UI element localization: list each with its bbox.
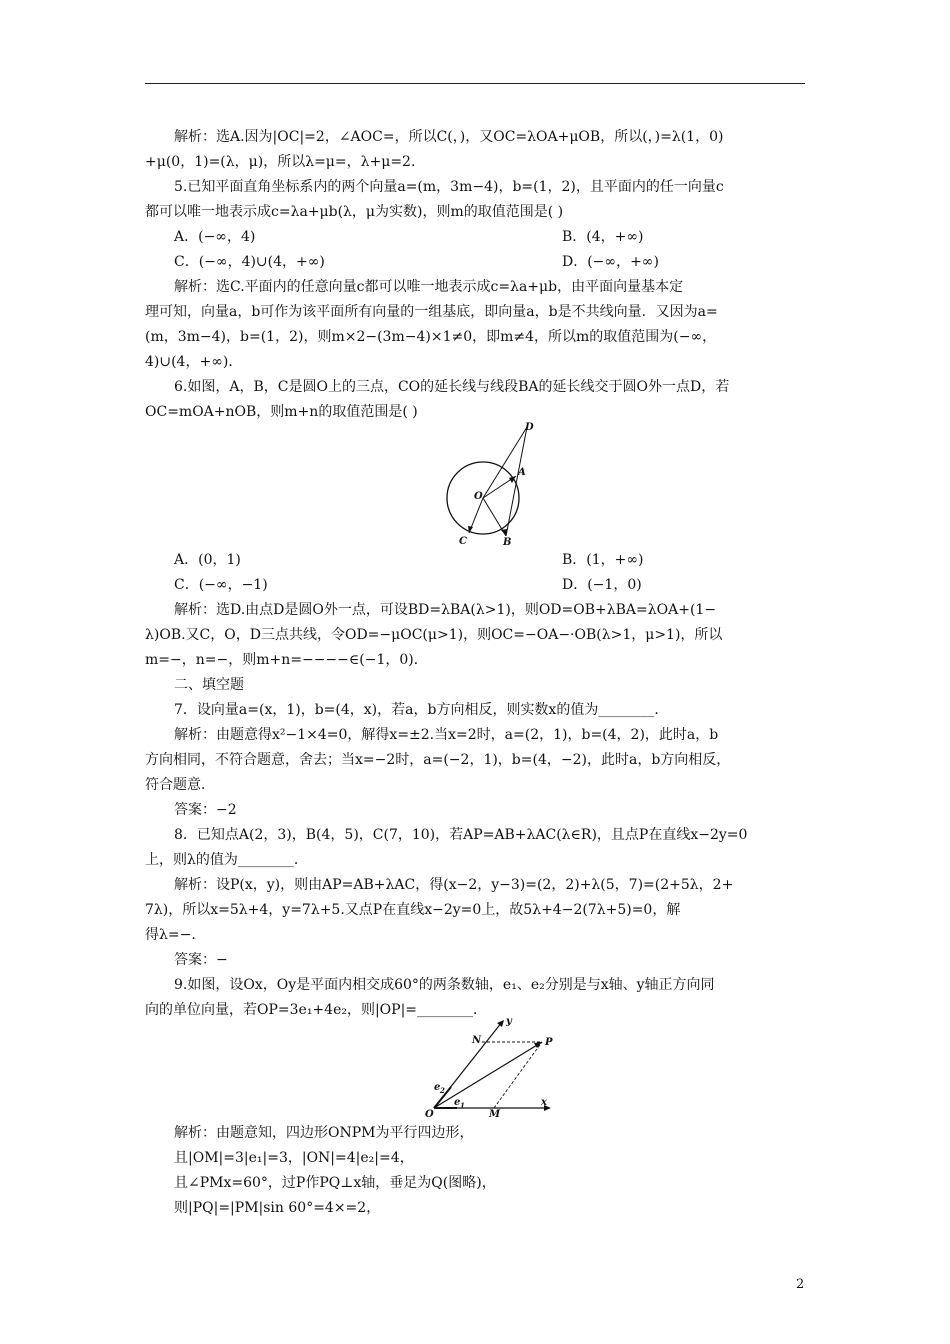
text-line: 解析：由题意得x²−1×4=0，解得x=±2.当x=2时，a=(2，1)，b=(4，2)，此时a，b bbox=[174, 727, 719, 743]
option-c: C．(−∞，4)∪(4，+∞) bbox=[174, 254, 325, 270]
text-line: 得λ=−. bbox=[145, 927, 196, 943]
answer-7: 答案：−2 bbox=[174, 802, 237, 818]
option-a: A．(−∞，4) bbox=[174, 229, 256, 245]
text-line: +μ(0，1)=(λ，μ)，所以λ=μ=，λ+μ=2. bbox=[145, 154, 416, 170]
text-line: 解析：设P(x，y)，则由AP=AB+λAC，得(x−2，y−3)=(2，2)+λ(5，7)=(2+5λ，2+ bbox=[174, 877, 734, 893]
text-line: 7λ)，所以x=5λ+4，y=7λ+5.又点P在直线x−2y=0上，故5λ+4−2(7λ+5)=0，解 bbox=[145, 902, 681, 918]
page-number: 2 bbox=[796, 1277, 805, 1292]
question-6: 6.如图，A，B，C是圆O上的三点，CO的延长线与线段BA的延长线交于圆O外一点D，若 bbox=[174, 379, 730, 395]
text-line: OC=mOA+nOB，则m+n的取值范围是( ) bbox=[145, 404, 418, 420]
text-line: 符合题意． bbox=[145, 777, 215, 793]
label-n: N bbox=[472, 1035, 482, 1046]
label-o: O bbox=[474, 491, 483, 502]
label-c: C bbox=[459, 536, 467, 547]
text-line: 解析：选A.因为|OC|=2，∠AOC=，所以C(，)，又OC=λOA+μOB，所以(，)=λ(1，0) bbox=[174, 129, 724, 145]
label-m: M bbox=[489, 1109, 501, 1120]
question-7: 7．设向量a=(x，1)，b=(4，x)，若a，b方向相反，则实数x的值为________． bbox=[174, 702, 669, 718]
question-9: 9.如图，设Ox，Oy是平面内相交成60°的两条数轴，e₁、e₂分别是与x轴、y轴正方向同 bbox=[174, 977, 715, 993]
option-d: D．(−1，0) bbox=[562, 577, 642, 593]
text-line: 解析：由题意知，四边形ONPM为平行四边形， bbox=[174, 1125, 474, 1141]
option-d: D．(−∞，+∞) bbox=[562, 254, 659, 270]
option-b: B．(4，+∞) bbox=[562, 229, 644, 245]
label-a: A bbox=[518, 467, 526, 478]
text-line: 4)∪(4，+∞)． bbox=[145, 354, 243, 370]
option-b: B．(1，+∞) bbox=[562, 552, 644, 568]
text-line: m=−，n=−，则m+n=−−−−∈(−1，0)． bbox=[145, 652, 428, 668]
text-line: 理可知，向量a，b可作为该平面所有向量的一组基底，即向量a，b是不共线向量．又因为a= bbox=[145, 304, 718, 320]
label-e1: e bbox=[454, 1097, 461, 1108]
text-line: 上，则λ的值为________． bbox=[145, 852, 308, 868]
text-line: 且∠PMx=60°，过P作PQ⊥x轴，垂足为Q(图略)， bbox=[174, 1175, 496, 1191]
text-line: 都可以唯一地表示成c=λa+μb(λ，μ为实数)，则m的取值范围是( ) bbox=[145, 204, 564, 220]
axes-figure bbox=[420, 1014, 560, 1118]
question-8: 8．已知点A(2，3)，B(4，5)，C(7，10)，若AP=AB+λAC(λ∈R)，且点P在直线x−2y=0 bbox=[174, 827, 748, 843]
label-o: O bbox=[425, 1109, 434, 1120]
text-line: 向的单位向量，若OP=3e₁+4e₂，则|OP|=________． bbox=[145, 1002, 488, 1018]
label-e2: e bbox=[434, 1082, 441, 1093]
label-b: B bbox=[503, 537, 512, 548]
label-p: P bbox=[545, 1037, 553, 1048]
circle-figure bbox=[440, 418, 550, 548]
text-line: λ)OB.又C，O，D三点共线，令OD=−μOC(μ>1)，则OC=−OA−·OB(λ>1，μ>1)，所以 bbox=[145, 627, 723, 643]
text-line: (m，3m−4)，b=(1，2)，则m×2−(3m−4)×1≠0，即m≠4，所以m的取值范围为(−∞， bbox=[145, 329, 717, 345]
label-e2-subscript: 2 bbox=[440, 1086, 445, 1095]
option-a: A．(0，1) bbox=[174, 552, 241, 568]
label-e1-subscript: 1 bbox=[460, 1101, 465, 1110]
header-rule bbox=[145, 83, 805, 84]
text-line: 则|PQ|=|PM|sin 60°=4×=2， bbox=[174, 1200, 381, 1216]
text-line: 方向相同，不符合题意，舍去；当x=−2时，a=(−2，1)，b=(4，−2)，此时a，b方向相反， bbox=[145, 752, 731, 768]
label-y: y bbox=[506, 1016, 512, 1027]
text-line: 解析：选D.由点D是圆O外一点，可设BD=λBA(λ>1)，则OD=OB+λBA=λOA+(1− bbox=[174, 602, 717, 618]
option-c: C．(−∞，−1) bbox=[174, 577, 268, 593]
answer-8: 答案：− bbox=[174, 952, 228, 968]
text-line: 且|OM|=3|e₁|=3，|ON|=4|e₂|=4， bbox=[174, 1150, 414, 1166]
section-heading: 二、填空题 bbox=[174, 677, 244, 693]
label-x: x bbox=[541, 1097, 547, 1108]
label-d: D bbox=[525, 422, 534, 433]
question-5: 5.已知平面直角坐标系内的两个向量a=(m，3m−4)，b=(1，2)，且平面内的任一向量c bbox=[174, 179, 724, 195]
text-line: 解析：选C.平面内的任意向量c都可以唯一地表示成c=λa+μb，由平面向量基本定 bbox=[174, 279, 684, 295]
